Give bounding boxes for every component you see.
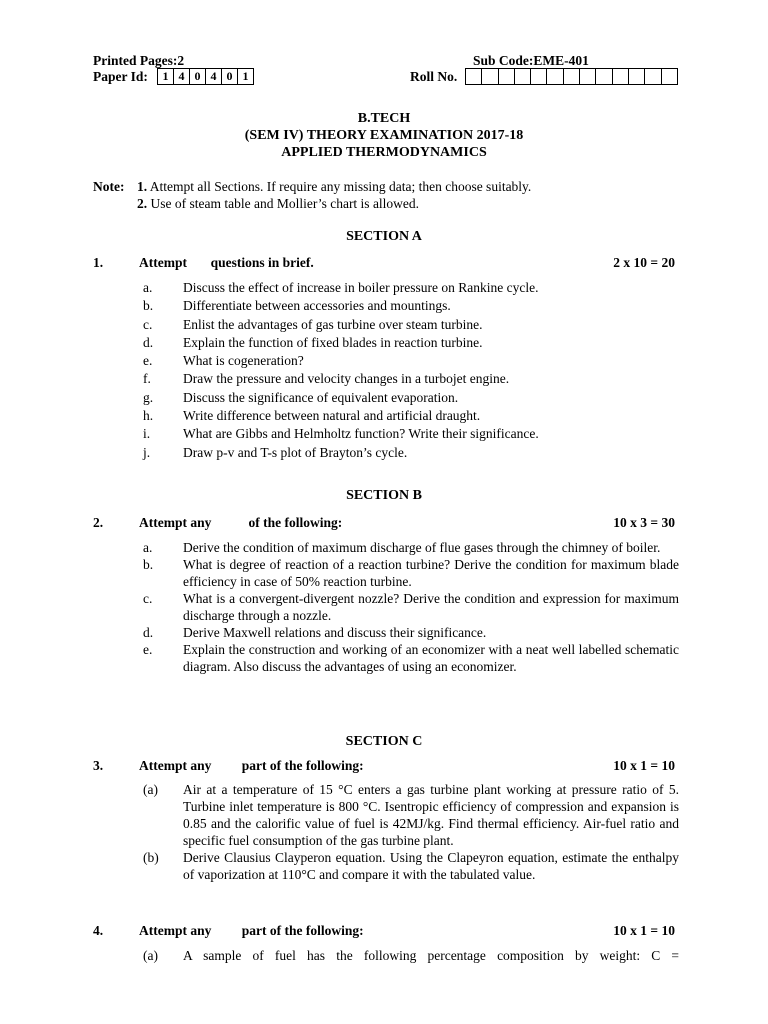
roll-no-box	[596, 69, 612, 84]
list-item: e. Explain the construction and working of an economizer with a neat well labelled schematic diagram. Also discuss the advantages of using an economizer.	[143, 642, 679, 674]
roll-no-box	[466, 69, 482, 84]
list-item: g. Discuss the significance of equivalent evaporation.	[143, 389, 459, 405]
roll-no-box	[629, 69, 645, 84]
list-item: b. What is degree of reaction of a reaction turbine? Derive the condition for maximum blade efficiency in case of 50% reaction turbine.	[143, 557, 679, 589]
question-3-marks: 10 x 1 = 10	[613, 758, 675, 773]
paper-id-digit: 0	[222, 69, 238, 84]
list-item: b. Differentiate between accessories and mountings.	[143, 298, 451, 314]
list-item: (a) A sample of fuel has the following percentage composition by weight: C =	[143, 948, 679, 963]
paper-id-label: Paper Id:	[93, 69, 148, 84]
list-item: f. Draw the pressure and velocity changes in a turbojet engine.	[143, 371, 510, 387]
section-b-heading: SECTION B	[346, 488, 422, 503]
list-item: c. Enlist the advantages of gas turbine over steam turbine.	[143, 316, 483, 332]
question-2-marks: 10 x 3 = 30	[613, 515, 675, 530]
roll-no-box	[662, 69, 677, 84]
section-a-heading: SECTION A	[346, 229, 422, 244]
question-4-list	[143, 947, 679, 964]
roll-no-boxes	[465, 68, 678, 85]
list-item: d. Derive Maxwell relations and discuss their significance.	[143, 625, 487, 640]
roll-no-box	[613, 69, 629, 84]
list-item: a. Derive the condition of maximum discharge of flue gases through the chimney of boiler.	[143, 540, 661, 555]
list-item: c. What is a convergent-divergent nozzle? Derive the condition and expression for maximum discharge through a nozzle.	[143, 591, 679, 623]
paper-id-boxes	[157, 68, 254, 85]
note-item-1: 1. Attempt all Sections. If require any missing data; then choose suitably.	[137, 179, 532, 194]
note	[93, 178, 532, 195]
roll-no-box	[499, 69, 515, 84]
roll-no-box	[482, 69, 498, 84]
paper-id-digit: 1	[242, 69, 249, 83]
list-item: (b) Derive Clausius Clayperon equation. Using the Clapeyron equation, estimate the enthalpy of vaporization at 110°C and compare it with the tabulated value.	[143, 850, 679, 882]
note-label: Note:	[93, 179, 125, 194]
list-item: i. What are Gibbs and Helmholtz function? Write their significance.	[143, 426, 539, 442]
note-item-2: 2. Use of steam table and Mollier’s chart is allowed.	[137, 196, 420, 211]
roll-no-box	[515, 69, 531, 84]
sub-code: Sub Code:EME-401	[473, 53, 589, 68]
list-item: j. Draw p-v and T-s plot of Brayton’s cycle.	[143, 444, 408, 460]
section-c-heading: SECTION C	[345, 734, 423, 749]
list-item: e. What is cogeneration?	[143, 353, 304, 369]
subject-title: APPLIED THERMODYNAMICS	[281, 145, 487, 160]
roll-no-box	[531, 69, 547, 84]
printed-pages: Printed Pages:2	[93, 53, 185, 68]
question-3-list	[143, 781, 679, 883]
roll-no-box	[547, 69, 563, 84]
question-4-marks: 10 x 1 = 10	[613, 923, 675, 938]
exam-title: (SEM IV) THEORY EXAMINATION 2017-18	[244, 128, 524, 143]
list-item: (a) Air at a temperature of 15 °C enters a gas turbine plant working at pressure ratio of 5. Turbine inlet temperature is 800 °C. Isentropic efficiency of compression and expansion is 0.85 and the calorific value of fuel is 42MJ/kg. Find thermal efficiency. Air-fuel ratio and specific fuel consumption of the gas turbine plant.	[143, 782, 679, 848]
list-item: a. Discuss the effect of increase in boiler pressure on Rankine cycle.	[143, 280, 539, 295]
roll-no-label: Roll No.	[410, 69, 458, 84]
paper-id-digit: 1	[158, 69, 174, 84]
roll-no-box	[580, 69, 596, 84]
paper-id-digit: 4	[206, 69, 222, 84]
roll-no-box	[564, 69, 580, 84]
list-item: h. Write difference between natural and artificial draught.	[143, 408, 481, 424]
question-2-header: 2. Attempt any of the following: 10 x 3 = 30	[93, 515, 675, 530]
list-item: d. Explain the function of fixed blades in reaction turbine.	[143, 334, 483, 350]
question-3-header: 3. Attempt any part of the following: 10 x 1 = 10	[93, 758, 675, 773]
course-title: B.TECH	[357, 111, 411, 126]
roll-no-box	[645, 69, 661, 84]
paper-id-digit: 0	[190, 69, 206, 84]
question-1-header: 1. Attempt questions in brief. 2 x 10 = 20	[93, 255, 675, 270]
question-2-list	[143, 539, 679, 675]
question-1-list	[143, 279, 679, 461]
question-1-marks: 2 x 10 = 20	[613, 255, 675, 270]
question-4-header: 4. Attempt any part of the following: 10 x 1 = 10	[93, 923, 675, 938]
paper-id-digit: 4	[174, 69, 190, 84]
